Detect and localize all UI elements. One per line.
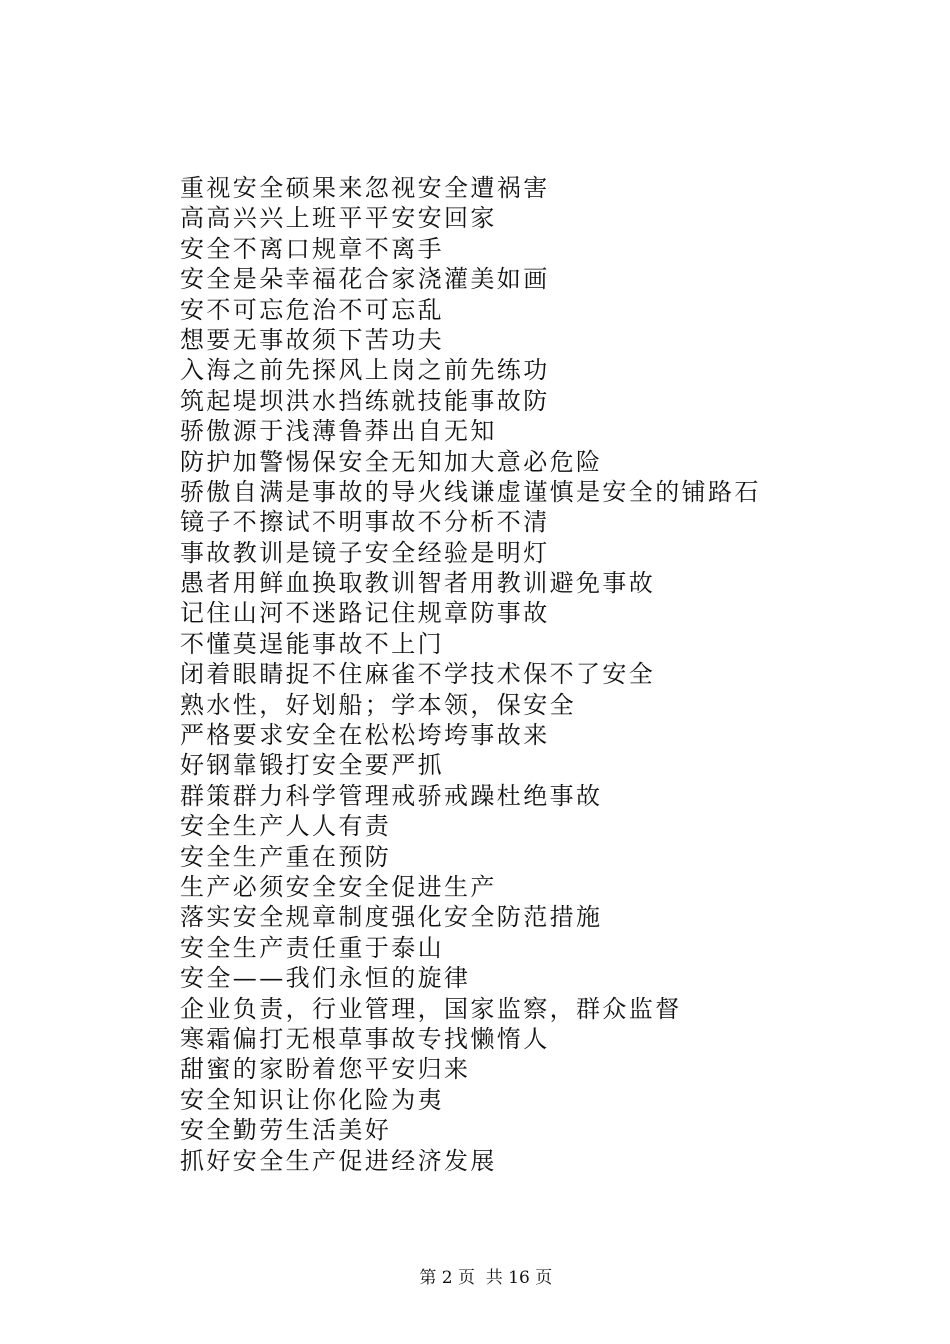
slogan-line: 落实安全规章制度强化安全防范措施 [180,903,603,932]
slogan-line: 甜蜜的家盼着您平安归来 [180,1055,471,1084]
slogan-line: 安全是朵幸福花合家浇灌美如画 [180,265,550,294]
slogan-line: 安不可忘危治不可忘乱 [180,295,444,324]
page-number-label: 第 2 页 共 16 页 [419,1268,553,1288]
slogan-line: 生产必须安全安全促进生产 [180,872,497,901]
slogan-line: 闭着眼睛捉不住麻雀不学技术保不了安全 [180,660,656,689]
slogan-line: 安全生产责任重于泰山 [180,933,444,962]
slogan-line: 好钢靠锻打安全要严抓 [180,751,444,780]
slogan-line: 安全勤劳生活美好 [180,1116,392,1145]
slogan-line: 抓好安全生产促进经济发展 [180,1146,497,1175]
slogan-line: 群策群力科学管理戒骄戒躁杜绝事故 [180,781,603,810]
slogan-line: 寒霜偏打无根草事故专找懒惰人 [180,1024,550,1053]
slogan-line: 骄傲源于浅薄鲁莽出自无知 [180,417,497,446]
slogan-line: 入海之前先探风上岗之前先练功 [180,356,550,385]
slogan-line: 防护加警惕保安全无知加大意必危险 [180,447,603,476]
slogan-line: 安全——我们永恒的旋律 [180,964,471,993]
slogan-line: 安全知识让你化险为夷 [180,1085,444,1114]
slogan-line: 想要无事故须下苦功夫 [180,325,444,354]
slogan-line: 重视安全硕果来忽视安全遭祸害 [180,174,550,202]
slogan-line: 严格要求安全在松松垮垮事故来 [180,721,550,750]
slogan-line: 安全生产人人有责 [180,812,392,841]
slogan-line: 骄傲自满是事故的导火线谦虚谨慎是安全的铺路石 [180,477,761,506]
slogan-line: 筑起堤坝洪水挡练就技能事故防 [180,386,550,415]
slogan-line: 高高兴兴上班平平安安回家 [180,204,497,233]
slogan-list [180,173,880,1176]
slogan-line: 安全不离口规章不离手 [180,234,444,263]
slogan-line: 镜子不擦试不明事故不分析不清 [180,508,550,537]
slogan-line: 愚者用鲜血换取教训智者用教训避免事故 [180,569,656,598]
slogan-line: 企业负责，行业管理，国家监察，群众监督 [180,994,682,1023]
page-footer [0,1242,950,1314]
slogan-line: 事故教训是镜子安全经验是明灯 [180,538,550,567]
slogan-line: 不懂莫逞能事故不上门 [180,629,444,658]
slogan-line: 熟水性，好划船；学本领，保安全 [180,690,576,719]
slogan-line: 安全生产重在预防 [180,842,392,871]
slogan-line: 记住山河不迷路记住规章防事故 [180,599,550,628]
